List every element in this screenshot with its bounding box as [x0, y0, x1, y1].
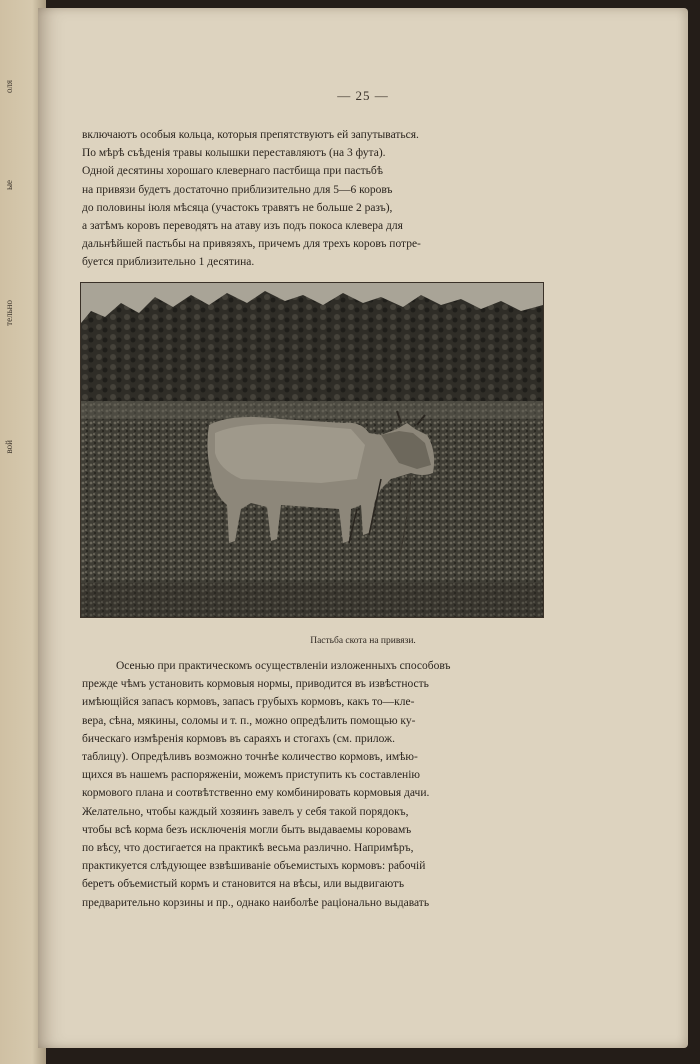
- text-line: по вѣсу, что достигается на практикѣ весьма различно. Напримѣръ,: [82, 842, 414, 855]
- book-page: [38, 8, 688, 1048]
- text-line: таблицу). Опредѣливъ возможно точнѣе количество кормовъ, имѣю-: [82, 751, 418, 764]
- text-line: По мѣрѣ съѣденія травы колышки переставляютъ (на 3 фута).: [82, 147, 386, 160]
- left-page-fragment: тельно: [4, 300, 14, 326]
- text-line: дальнѣйшей пастьбы на привязяхъ, причемъ для трехъ коровъ потре-: [82, 238, 421, 251]
- text-line: на привязи будетъ достаточно приблизительно для 5—6 коровъ: [82, 183, 393, 196]
- text-line: кормового плана и соотвѣтственно ему комбинировать кормовыя дачи.: [82, 787, 430, 800]
- text-line: а затѣмъ коровъ переводятъ на атаву изъ подъ покоса клевера для: [82, 220, 403, 233]
- text-line: щихся въ нашемъ распоряженіи, можемъ приступить къ составленію: [82, 769, 420, 782]
- text-line: Желательно, чтобы каждый хозяинъ завелъ у себя такой порядокъ,: [82, 805, 409, 818]
- text-line: включаютъ особыя кольца, которыя препятствуютъ ей запутываться.: [82, 129, 419, 141]
- text-line: вера, сѣна, мякины, соломы и т. п., можно опредѣлить помощью ку-: [82, 714, 416, 727]
- text-line: до половины іюля мѣсяца (участокъ травятъ не больше 2 разъ),: [82, 201, 393, 214]
- left-page-fragment: вой: [4, 440, 14, 454]
- photo-caption: Пастьба скота на привязи.: [310, 636, 416, 646]
- text-line: практикуется слѣдующее взвѣшиваніе объемистыхъ кормовъ: рабочій: [82, 860, 426, 873]
- left-page-fragment: оля: [4, 80, 14, 94]
- text-line: беретъ объемистый кормъ и становится на вѣсы, или выдвигаютъ: [82, 878, 405, 891]
- text-line: бическаго измѣренія кормовъ въ сараяхъ и стогахъ (см. прилож.: [82, 732, 395, 745]
- text-line: прежде чѣмъ установить кормовыя нормы, приводится въ извѣстность: [82, 678, 429, 691]
- text-line: имѣющійся запасъ кормовъ, запасъ грубыхъ кормовъ, какъ то—кле-: [82, 696, 415, 709]
- left-page-fragment: ые: [4, 180, 14, 191]
- cow-photograph: [80, 282, 544, 618]
- text-line: буется приблизительно 1 десятина.: [82, 256, 255, 269]
- bottom-paragraph: [82, 657, 584, 912]
- text-line: Осенью при практическомъ осуществленіи изложенныхъ способовъ: [116, 660, 451, 672]
- text-line: чтобы всѣ корма безъ исключенія могли быть выдаваемы коровамъ: [82, 823, 412, 836]
- top-paragraph: [82, 126, 584, 272]
- text-line: предварительно корзины и пр., однако наиболѣе раціонально выдавать: [82, 896, 430, 909]
- text-line: Одной десятины хорошаго клевернаго пастбища при пастьбѣ: [82, 165, 383, 178]
- page-number: — 25 —: [337, 88, 389, 103]
